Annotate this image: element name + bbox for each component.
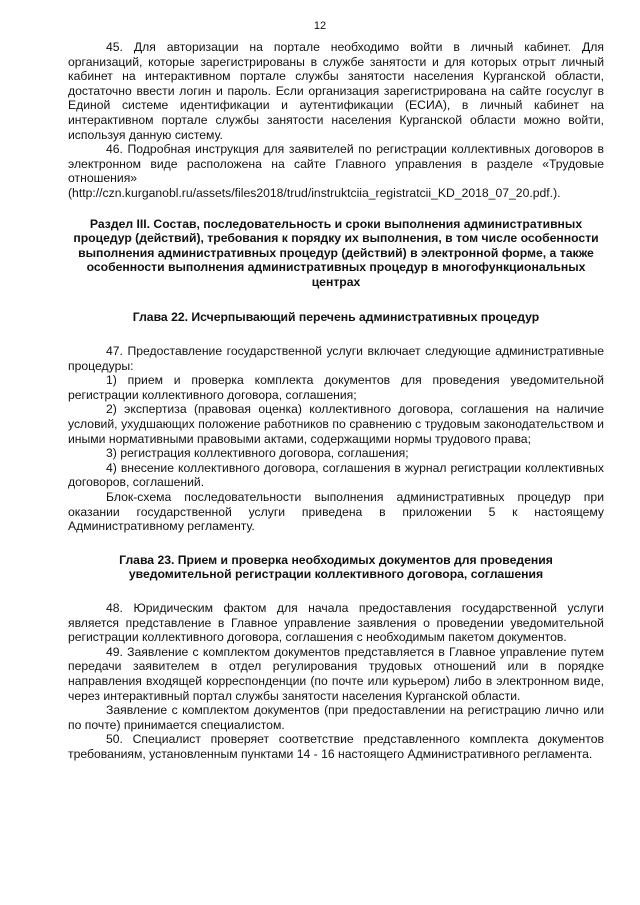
paragraph-47: 47. Предоставление государственной услуги включает следующие административные процедуры: <box>68 344 604 373</box>
list-item-4: 4) внесение коллективного договора, соглашения в журнал регистрации коллективных договоров, соглашений. <box>68 460 604 490</box>
paragraph-49: 49. Заявление с комплектом документов представляется в Главное управление путем передачи заявителем в отдел регулирования трудовых отношений или в порядке направления входящей корреспонденции (по почте или курьером) либо в электронном виде, через интерактивный портал службы занятости населения Курганской области. <box>68 644 604 703</box>
paragraph-flowchart: Блок-схема последовательности выполнения административных процедур при оказании государственной услуги приведена в приложении 5 к настоящему Административному регламенту. <box>68 490 604 534</box>
chapter-23-heading: Глава 23. Прием и проверка необходимых документов для проведения уведомительной регистрации коллективного договора, соглашения <box>119 552 553 582</box>
paragraph-48: 48. Юридическим фактом для начала предоставления государственной услуги является представление в Главное управление заявления о проведении уведомительной регистрации коллективного договора, соглашения с необходимым пакетом документов. <box>68 601 604 645</box>
paragraph-45: 45. Для авторизации на портале необходимо войти в личный кабинет. Для организаций, которые зарегистрированы в службе занятости и для которых отрыт личный кабинет на интерактивном портале службы занятости населения Курганской области, достаточно ввести логин и пароль. Если организация зарегистрирована на сайте госуслуг в Единой системе идентификации и аутентификации (ЕСИА), в личный кабинет на интерактивном портале службы занятости населения Курганской области можно войти, используя данную систему. <box>68 40 604 142</box>
page-number: 12 <box>313 20 327 32</box>
list-item-1: 1) прием и проверка комплекта документов для проведения уведомительной регистрации коллективного договора, соглашения; <box>68 373 604 402</box>
list-item-2: 2) экспертиза (правовая оценка) коллективного договора, соглашения на наличие условий, ухудшающих положение работников по сравнению с трудовым законодательством и иными нормативными правовыми актами, содержащими нормы трудового права; <box>68 402 604 446</box>
paragraph-46: 46. Подробная инструкция для заявителей по регистрации коллективных договоров в электронном виде расположена на сайте Главного управления в разделе «Трудовые отношения» (http://czn.kurganobl.ru/assets/files2018/trud/instruktciia_registratcii_KD_2018_07_20.pdf.). <box>68 142 604 200</box>
paragraph-50: 50. Специалист проверяет соответствие представленного комплекта документов требованиям, установленным пунктами 14 - 16 настоящего Административного регламента. <box>68 732 604 761</box>
section-3-heading: Раздел III. Состав, последовательность и сроки выполнения административных процедур (действий), требования к порядку их выполнения, в том числе особенности выполнения административных процедур (действий) в электронной форме, а также особенности выполнения административных процедур в многофункциональных центрах <box>73 216 599 289</box>
chapter-22-heading: Глава 22. Исчерпывающий перечень административных процедур <box>132 309 540 324</box>
list-item-3: 3) регистрация коллективного договора, соглашения; <box>106 446 409 461</box>
document-body <box>68 40 604 762</box>
paragraph-49-cont: Заявление с комплектом документов (при предоставлении на регистрацию лично или по почте) принимается специалистом. <box>68 703 604 732</box>
